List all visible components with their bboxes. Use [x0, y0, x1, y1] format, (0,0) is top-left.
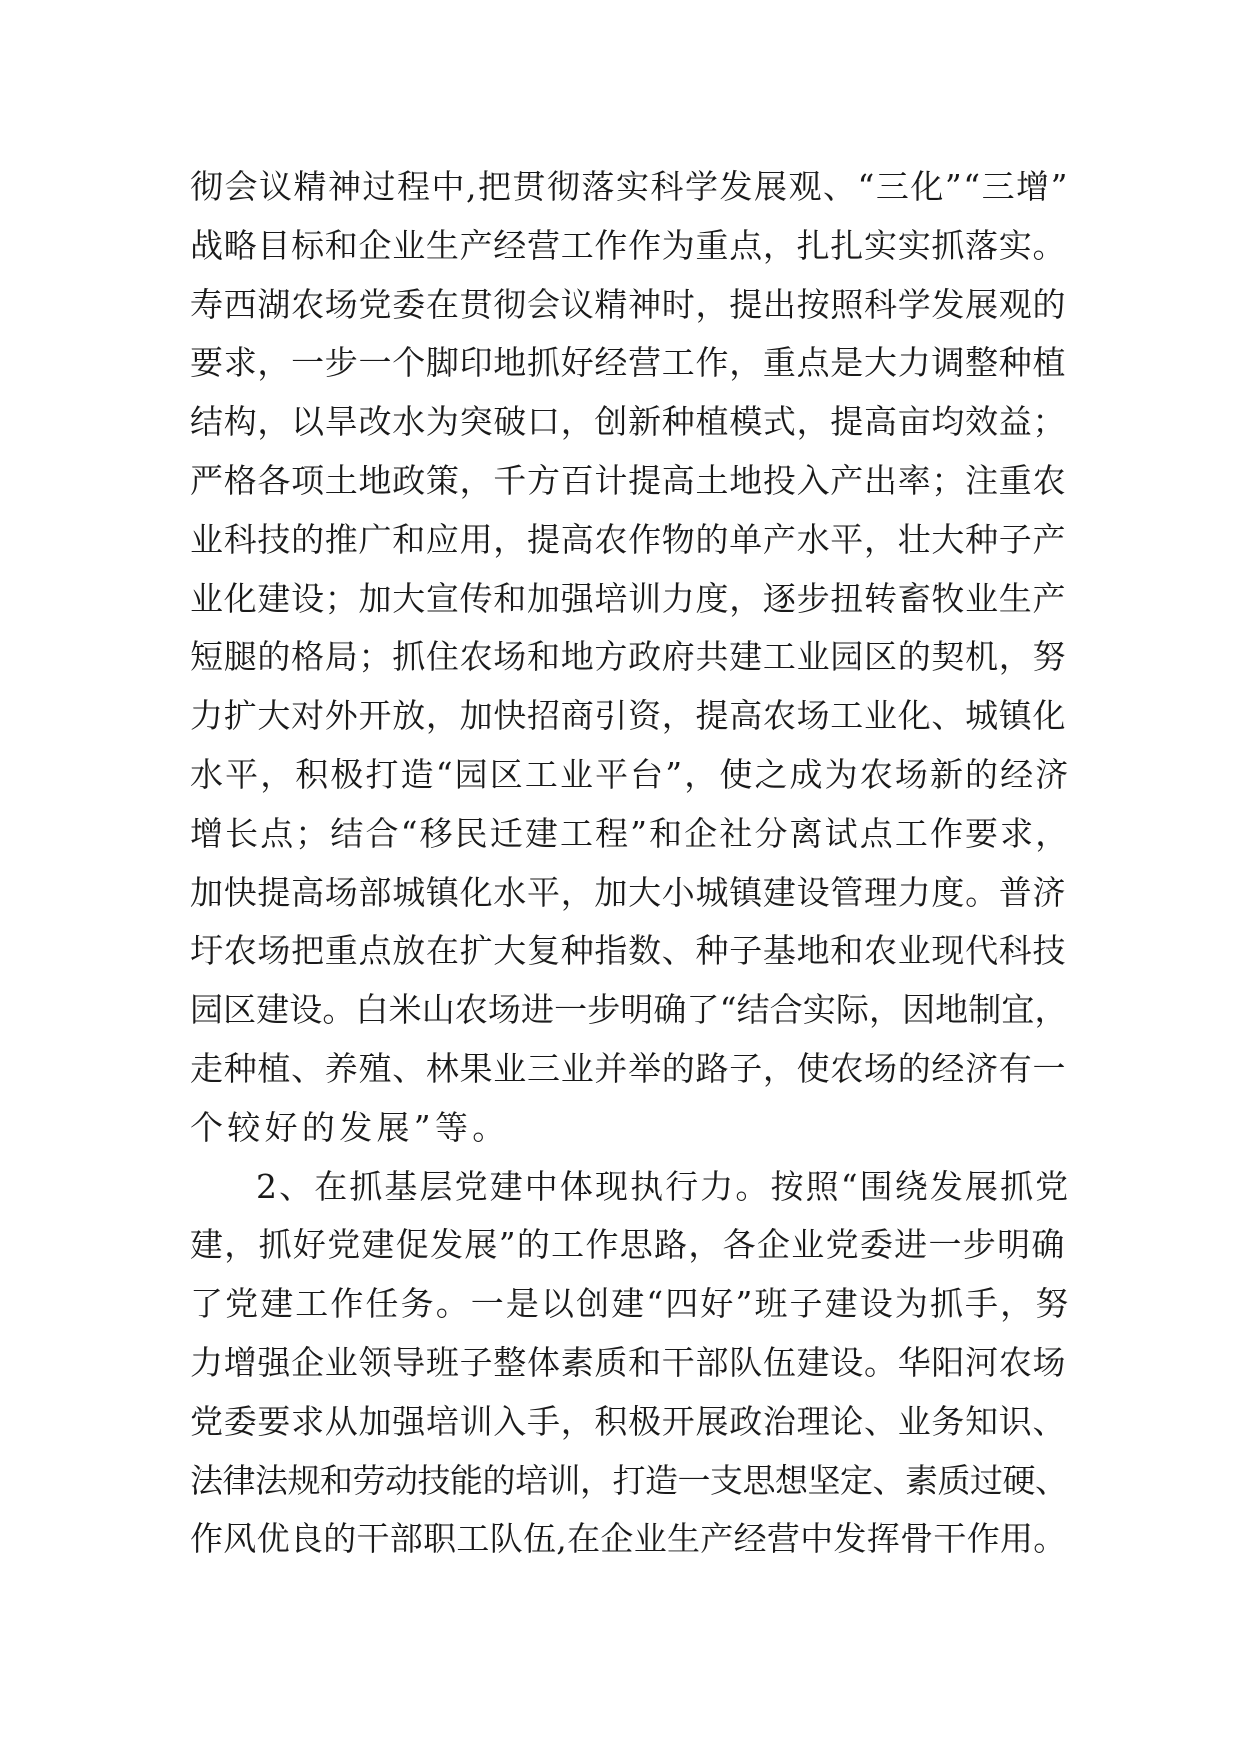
paragraph-line: 建，抓好党建促发展”的工作思路，各企业党委进一步明确	[190, 1225, 1066, 1265]
paragraph-line: 个较好的发展”等。	[190, 1107, 510, 1147]
paragraph-line: 增长点；结合“移民迁建工程”和企社分离试点工作要求，	[190, 813, 1071, 853]
paragraph-line: 短腿的格局；抓住农场和地方政府共建工业园区的契机，努	[190, 637, 1067, 677]
paragraph-line: 严格各项土地政策，千方百计提高土地投入产出率；注重农	[190, 460, 1067, 500]
paragraph-line: 寿西湖农场党委在贯彻会议精神时，提出按照科学发展观的	[190, 284, 1067, 324]
paragraph-line: 力增强企业领导班子整体素质和干部队伍建设。华阳河农场	[190, 1342, 1067, 1382]
paragraph-first-line: 2、在抓基层党建中体现执行力。按照“围绕发展抓党	[256, 1166, 1071, 1206]
paragraph-line: 加快提高场部城镇化水平，加大小城镇建设管理力度。普济	[190, 872, 1067, 912]
document-body	[190, 158, 1070, 1569]
paragraph-line: 水平，积极打造“园区工业平台”，使之成为农场新的经济	[190, 754, 1071, 794]
paragraph-line: 彻会议精神过程中,把贯彻落实科学发展观、“三化”“三增”	[190, 167, 1069, 206]
paragraph-line: 结构，以旱改水为突破口，创新种植模式，提高亩均效益；	[190, 402, 1067, 442]
paragraph-line: 法律法规和劳动技能的培训，打造一支思想坚定、素质过硬、	[190, 1460, 1068, 1500]
paragraph-line: 了党建工作任务。一是以创建“四好”班子建设为抓手，努	[190, 1284, 1071, 1324]
paragraph-line: 力扩大对外开放，加快招商引资，提高农场工业化、城镇化	[190, 696, 1067, 736]
paragraph-line: 业化建设；加大宣传和加强培训力度，逐步扭转畜牧业生产	[190, 578, 1067, 618]
paragraph-line: 业科技的推广和应用，提高农作物的单产水平，壮大种子产	[190, 519, 1067, 559]
paragraph-line: 走种植、养殖、林果业三业并举的路子，使农场的经济有一	[190, 1048, 1067, 1088]
paragraph-line: 作风优良的干部职工队伍,在企业生产经营中发挥骨干作用。	[190, 1519, 1067, 1559]
paragraph-line: 战略目标和企业生产经营工作作为重点，扎扎实实抓落实。	[190, 225, 1067, 265]
paragraph-line: 要求，一步一个脚印地抓好经营工作，重点是大力调整种植	[190, 343, 1067, 383]
paragraph-line: 园区建设。白米山农场进一步明确了“结合实际，因地制宜，	[190, 990, 1068, 1030]
paragraph-line: 党委要求从加强培训入手，积极开展政治理论、业务知识、	[190, 1401, 1067, 1441]
paragraph-line: 圩农场把重点放在扩大复种指数、种子基地和农业现代科技	[190, 931, 1067, 971]
